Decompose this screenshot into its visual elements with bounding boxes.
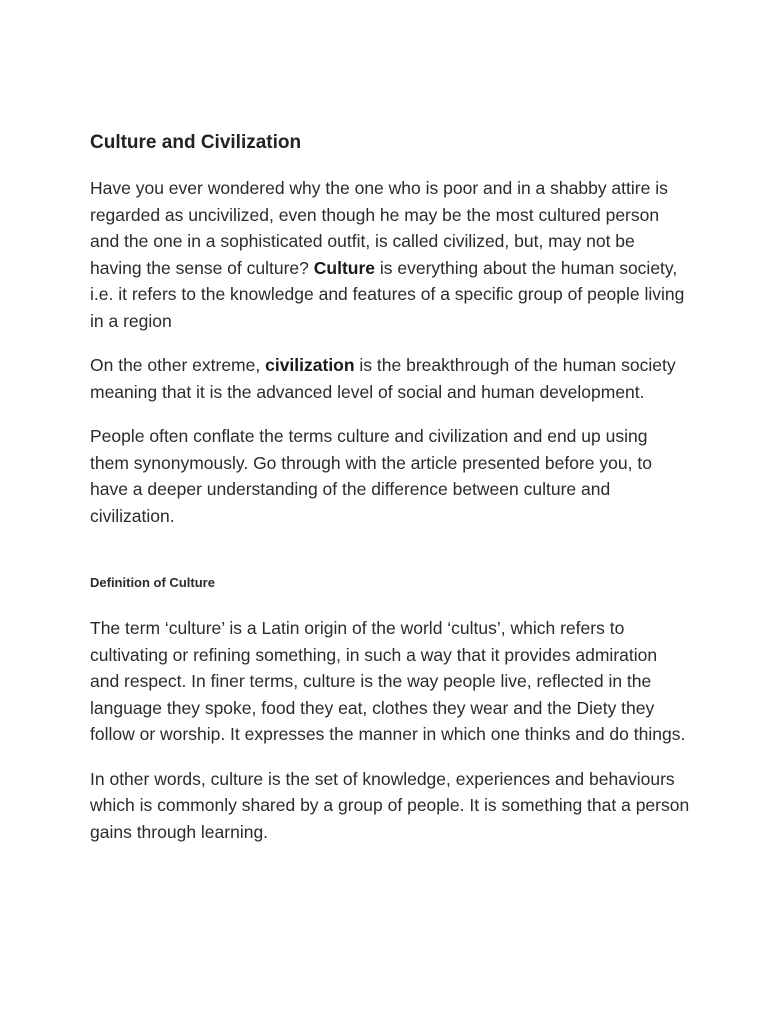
intro-paragraph-1-text-start: Have you ever wondered why the one who is poor and in a shabby attire is regarded as uncivilized, even though he may be the most cultured person and the one in a sophisticated outfit, is called civilized, but, may not be having the sense of culture? <box>90 178 668 278</box>
intro-paragraph-1-text-end: is everything about the human society, i.e. it refers to the knowledge and features of a specific group of people living in a region <box>90 257 685 331</box>
definition-paragraph-2: In other words, culture is the set of knowledge, experiences and behaviours which is commonly shared by a group of people. It is something that a person gains through learning. <box>90 768 690 842</box>
definition-paragraph-1: The term ‘culture’ is a Latin origin of the world ‘cultus’, which refers to cultivating or refining something, in such a way that it provides admiration and respect. In finer terms, culture is the way people live, reflected in the language they spoke, food they eat, clothes they wear and the Diety they follow or worship. It expresses the manner in which one thinks and do things. <box>90 618 686 744</box>
intro-paragraph-2-text-end: is the breakthrough of the human society meaning that it is the advanced level of social and human development. <box>90 355 676 402</box>
document-page <box>90 128 690 845</box>
intro-paragraph-1 <box>90 175 690 334</box>
definition-heading: Definition of Culture <box>90 575 215 590</box>
culture-term: Culture <box>313 257 376 278</box>
civilization-term: civilization <box>265 355 355 375</box>
intro-paragraph-3: People often conflate the terms culture and civilization and end up using them synonymously. Go through with the article presented before you, to have a deeper understanding of the difference between culture and civilization. <box>90 426 652 526</box>
intro-paragraph-2 <box>90 352 690 405</box>
page-title: Culture and Civilization <box>90 132 302 153</box>
intro-paragraph-2-text-start: On the other extreme, <box>90 355 266 375</box>
